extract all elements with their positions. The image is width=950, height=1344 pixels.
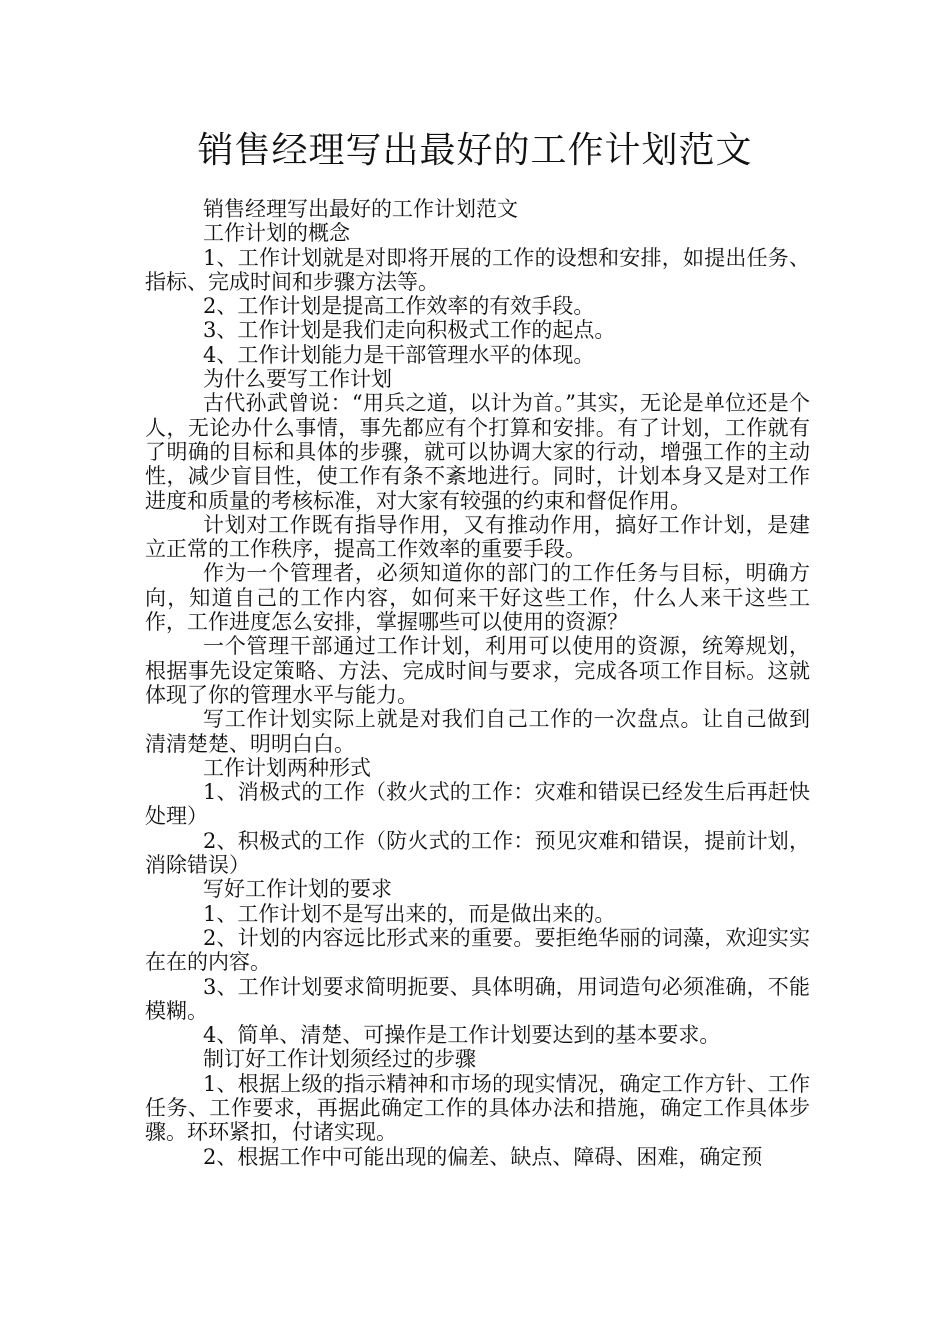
paragraph: 2、根据工作中可能出现的偏差、缺点、障碍、困难，确定预 — [203, 1144, 763, 1169]
section-heading: 工作计划两种形式 — [203, 755, 371, 780]
paragraph: 一个管理干部通过工作计划，利用可以使用的资源，统筹规划，根据事先设定策略、方法、完成时间与要求，完成各项工作目标。这就体现了你的管理水平与能力。 — [145, 634, 810, 707]
paragraph: 作为一个管理者，必须知道你的部门的工作任务与目标，明确方向，知道自己的工作内容，如何来干好这些工作，什么人来干这些工作，工作进度怎么安排，掌握哪些可以使用的资源？ — [145, 561, 810, 635]
section-heading: 写好工作计划的要求 — [203, 877, 392, 902]
section-heading: 为什么要写工作计划 — [203, 367, 392, 392]
document-body — [145, 197, 810, 1169]
paragraph: 销售经理写出最好的工作计划范文 — [203, 197, 518, 221]
paragraph: 1、消极式的工作（救火式的工作：灾难和错误已经发生后再赶快处理） — [145, 780, 810, 829]
document-title: 销售经理写出最好的工作计划范文 — [197, 130, 753, 171]
section-heading: 制订好工作计划须经过的步骤 — [203, 1047, 476, 1072]
paragraph: 4、工作计划能力是干部管理水平的体现。 — [203, 342, 595, 367]
paragraph: 1、工作计划不是写出来的，而是做出来的。 — [203, 901, 616, 926]
paragraph: 古代孙武曾说：“用兵之道，以计为首。”其实，无论是单位还是个人，无论办什么事情，事先都应有个打算和安排。有了计划，工作就有了明确的目标和具体的步骤，就可以协调大家的行动，增强工作的主动性，减少盲目性，使工作有条不紊地进行。同时，计划本身又是对工作进度和质量的考核标准，对大家有较强的约束和督促作用。 — [145, 391, 810, 513]
paragraph: 3、工作计划要求简明扼要、具体明确，用词造句必须准确，不能模糊。 — [145, 974, 810, 1023]
paragraph: 3、工作计划是我们走向积极式工作的起点。 — [203, 318, 616, 343]
paragraph: 计划对工作既有指导作用，又有推动作用，搞好工作计划，是建立正常的工作秩序，提高工作效率的重要手段。 — [145, 512, 810, 562]
paragraph: 2、计划的内容远比形式来的重要。要拒绝华丽的词藻，欢迎实实在在的内容。 — [145, 925, 810, 975]
paragraph: 2、积极式的工作（防火式的工作：预见灾难和错误，提前计划，消除错误） — [145, 828, 810, 878]
paragraph: 2、工作计划是提高工作效率的有效手段。 — [203, 294, 595, 319]
paragraph: 4、简单、清楚、可操作是工作计划要达到的基本要求。 — [203, 1023, 721, 1048]
paragraph: 写工作计划实际上就是对我们自己工作的一次盘点。让自己做到清清楚楚、明明白白。 — [145, 707, 810, 756]
paragraph: 1、根据上级的指示精神和市场的现实情况，确定工作方针、工作任务、工作要求，再据此确定工作的具体办法和措施，确定工作具体步骤。环环紧扣，付诸实现。 — [145, 1071, 810, 1145]
paragraph: 1、工作计划就是对即将开展的工作的设想和安排，如提出任务、指标、完成时间和步骤方法等。 — [145, 245, 810, 294]
section-heading: 工作计划的概念 — [203, 221, 350, 246]
